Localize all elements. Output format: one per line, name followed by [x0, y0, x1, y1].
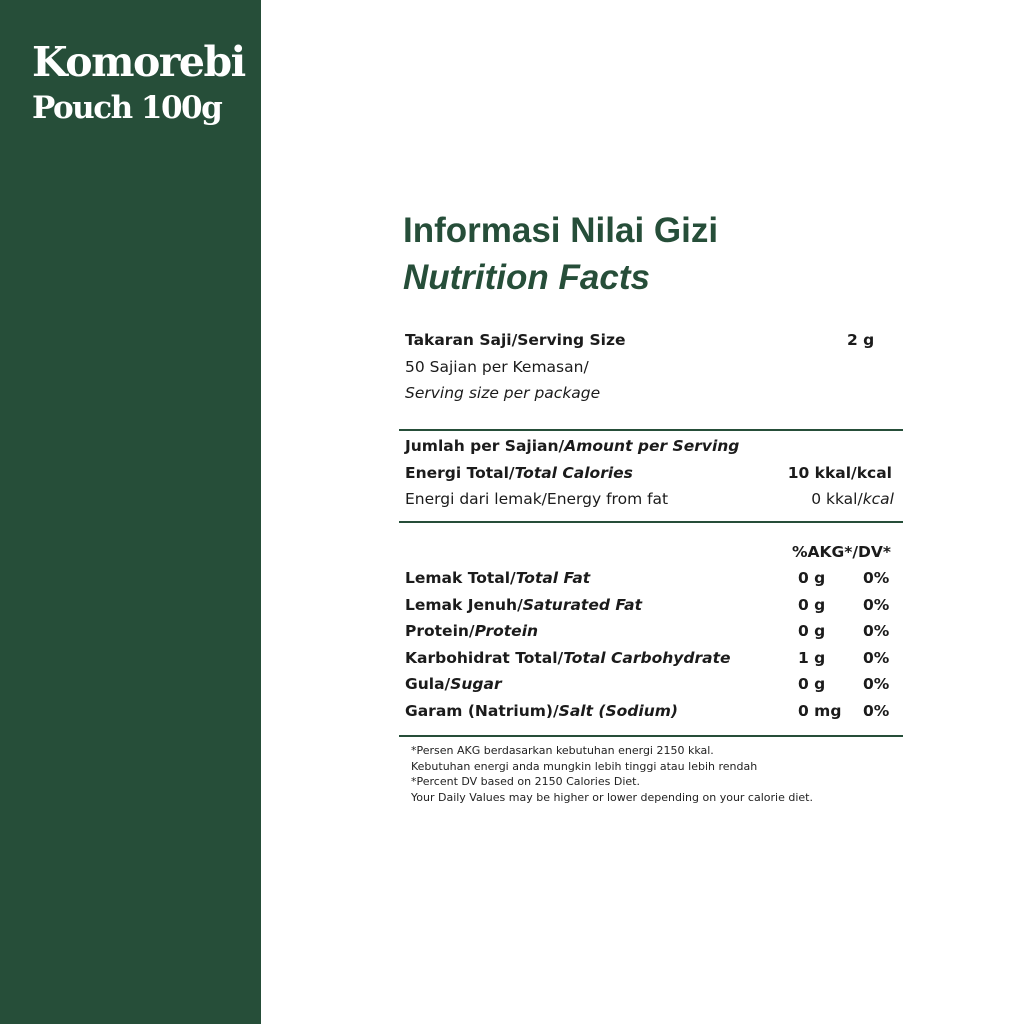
serving-size-label: Takaran Saji/Serving Size [405, 331, 626, 349]
nutrient-name: Protein/Protein [405, 622, 539, 640]
footnote: *Percent DV based on 2150 Calories Diet. [411, 775, 640, 788]
title-english: Nutrition Facts [403, 258, 650, 297]
nutrient-amount: 0 g [798, 675, 826, 693]
nutrient-dv: 0% [863, 569, 890, 587]
nutrient-amount: 0 g [798, 596, 826, 614]
servings-per-package-en: Serving size per package [405, 384, 601, 402]
servings-per-package-id: 50 Sajian per Kemasan/ [405, 358, 589, 376]
footnote: *Persen AKG berdasarkan kebutuhan energi 2150 kkal. [411, 744, 714, 757]
divider [399, 429, 903, 431]
divider [399, 521, 903, 523]
dv-header: %AKG*/DV* [792, 543, 891, 561]
product-variant: Pouch 100g [32, 90, 222, 126]
footnote: Kebutuhan energi anda mungkin lebih tinggi atau lebih rendah [411, 760, 758, 773]
footnote: Your Daily Values may be higher or lower depending on your calorie diet. [411, 791, 813, 804]
brand-sidebar [0, 0, 261, 1024]
nutrient-name: Lemak Total/Total Fat [405, 569, 591, 587]
divider [399, 735, 903, 737]
nutrient-amount: 0 mg [798, 702, 842, 720]
nutrient-name: Lemak Jenuh/Saturated Fat [405, 596, 643, 614]
total-calories-value: 10 kkal/kcal [787, 464, 892, 482]
product-name: Komorebi [32, 38, 245, 86]
amount-per-serving-label: Jumlah per Sajian/Amount per Serving [405, 437, 740, 455]
energy-from-fat-value: 0 kkal/kcal [811, 490, 894, 508]
serving-size-value: 2 g [847, 331, 875, 349]
nutrient-amount: 0 g [798, 569, 826, 587]
nutrient-amount: 0 g [798, 622, 826, 640]
nutrient-dv: 0% [863, 702, 890, 720]
nutrient-name: Karbohidrat Total/Total Carbohydrate [405, 649, 731, 667]
nutrient-amount: 1 g [798, 649, 826, 667]
total-calories-label: Energi Total/Total Calories [405, 464, 633, 482]
nutrient-dv: 0% [863, 649, 890, 667]
title-indonesian: Informasi Nilai Gizi [403, 211, 719, 250]
nutrient-dv: 0% [863, 596, 890, 614]
nutrient-name: Gula/Sugar [405, 675, 502, 693]
nutrient-name: Garam (Natrium)/Salt (Sodium) [405, 702, 678, 720]
energy-from-fat-label: Energi dari lemak/Energy from fat [405, 490, 669, 508]
nutrient-dv: 0% [863, 622, 890, 640]
nutrient-dv: 0% [863, 675, 890, 693]
